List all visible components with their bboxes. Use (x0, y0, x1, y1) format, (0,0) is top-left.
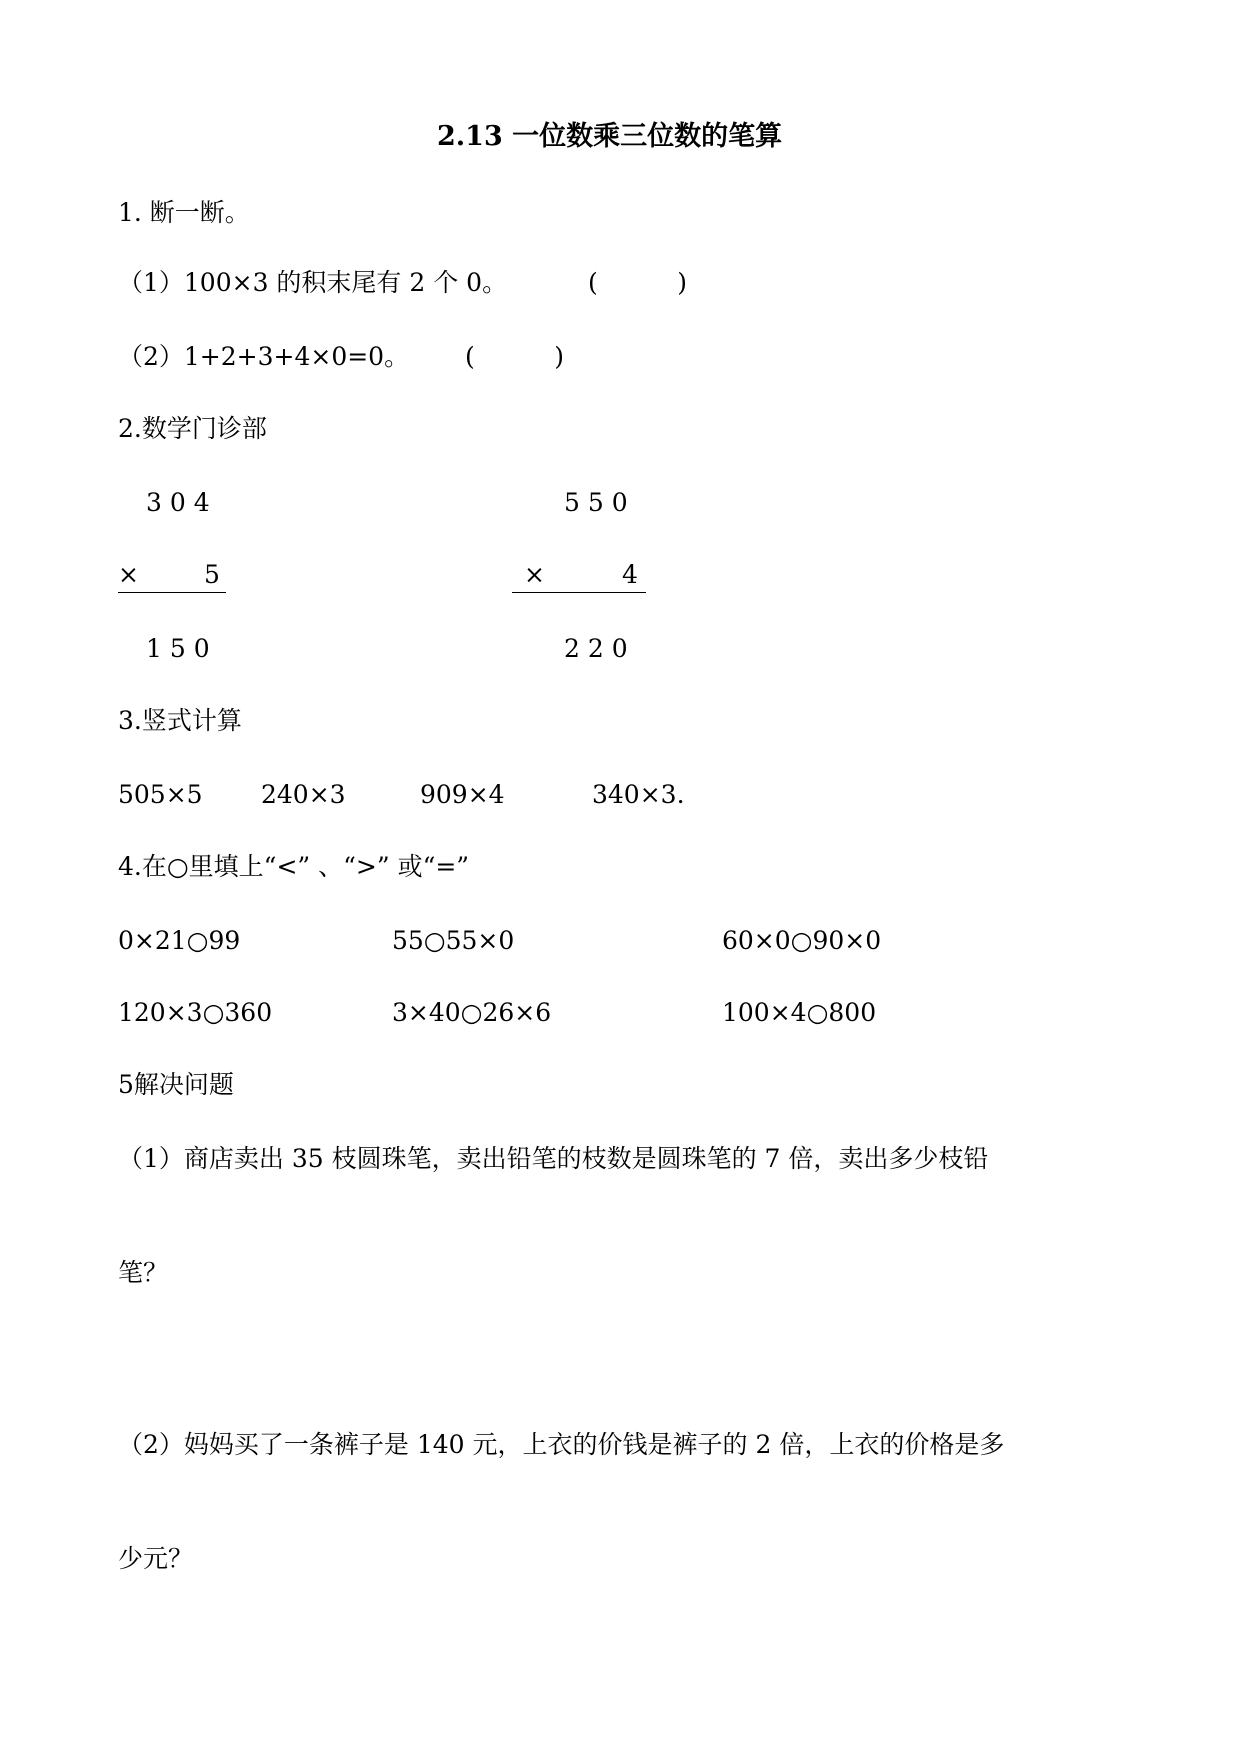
compare-item: 3×40○26×6 (392, 998, 552, 1027)
section-1-heading: 1. 断一断。 (118, 198, 250, 227)
left-multiplier: 5 (204, 560, 220, 589)
right-multiplicand: 5 5 0 (564, 488, 628, 517)
judge-question-1: （1）100×3 的积末尾有 2 个 0。 (118, 268, 508, 297)
right-wrong-product: 2 2 0 (564, 634, 628, 663)
page-title: 2.13 一位数乘三位数的笔算 (437, 121, 783, 152)
compare-item: 120×3○360 (118, 998, 273, 1027)
right-times-sign: × (524, 560, 545, 589)
vertical-calc-item: 505×5 (118, 780, 203, 809)
left-multiplicand: 3 0 4 (146, 488, 210, 517)
section-2-heading: 2.数学门诊部 (118, 414, 267, 443)
compare-item: 100×4○800 (722, 998, 877, 1027)
judge-question-2: （2）1+2+3+4×0=0。 (118, 342, 410, 371)
left-times-sign: × (118, 560, 139, 589)
compare-item: 0×21○99 (118, 926, 241, 955)
left-wrong-product: 1 5 0 (146, 634, 210, 663)
compare-item: 55○55×0 (392, 926, 515, 955)
word-problem-1-line-1: （1）商店卖出 35 枝圆珠笔，卖出铅笔的枝数是圆珠笔的 7 倍，卖出多少枝铅 (118, 1144, 989, 1173)
vertical-calc-item: 909×4 (420, 780, 505, 809)
left-product-rule (118, 592, 226, 593)
section-3-heading: 3.竖式计算 (118, 706, 242, 735)
word-problem-2-line-2: 少元？ (118, 1544, 194, 1573)
right-product-rule (512, 592, 646, 593)
section-5-heading: 5解决问题 (118, 1070, 234, 1099)
judge-answer-blank-1[interactable]: ( ) (588, 268, 687, 297)
judge-answer-blank-2[interactable]: ( ) (465, 342, 564, 371)
word-problem-1-line-2: 笔？ (118, 1258, 169, 1287)
compare-item: 60×0○90×0 (722, 926, 882, 955)
vertical-calc-item: 340×3. (592, 780, 685, 809)
word-problem-2-line-1: （2）妈妈买了一条裤子是 140 元，上衣的价钱是裤子的 2 倍，上衣的价格是多 (118, 1430, 1005, 1459)
section-4-heading: 4.在○里填上“<” 、“>” 或“=” (118, 852, 470, 881)
vertical-calc-item: 240×3 (261, 780, 346, 809)
right-multiplier: 4 (622, 560, 638, 589)
